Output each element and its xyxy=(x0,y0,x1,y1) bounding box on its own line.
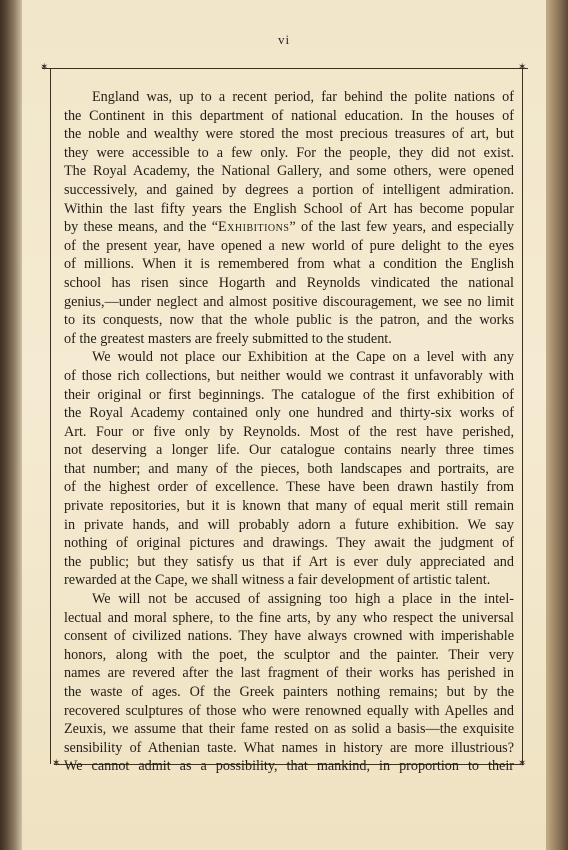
text-line: of the greatest masters are freely submitted to the student. xyxy=(64,330,392,347)
text-line: nothing of original pictures and drawings. They await the judgment of xyxy=(64,535,514,552)
text-line: England was, up to a recent period, far behind the polite nations of xyxy=(92,89,514,105)
text-line: We will not be accused of assigning too high a place in the intel- xyxy=(92,591,514,608)
right-border-rule xyxy=(522,68,523,764)
paragraph xyxy=(64,590,514,776)
body-text xyxy=(64,88,514,776)
text-line: We would not place our Exhibition at the Cape on a level with any xyxy=(92,349,514,366)
text-line: successively, and gained by degrees a portion of intelligent admiration. xyxy=(64,181,514,198)
text-line: the noble and wealthy were stored the most precious treasures of art, but xyxy=(64,126,514,143)
paragraph xyxy=(64,88,514,348)
text-line: their original or first beginnings. The catalogue of the first exhibition of xyxy=(64,386,514,403)
corner-ornament-icon: ✶ xyxy=(518,62,527,73)
text-line: the waste of ages. Of the Greek painters nothing remains; but by the xyxy=(64,684,514,700)
text-line: of the present year, have opened a new world of pure delight to the eyes xyxy=(64,237,514,254)
text-line: that number; and many of the pieces, both landscapes and portraits, are xyxy=(64,460,514,477)
text-line: names are revered after the last fragment of their works has perished in xyxy=(64,665,514,682)
text-line: to its conquests, now that the whole public is the patron, and the works xyxy=(64,312,514,329)
corner-ornament-icon: ✶ xyxy=(40,62,49,73)
text-line: honors, along with the poet, the sculptor and the painter. Their very xyxy=(64,646,514,663)
text-line: rewarded at the Cape, we shall witness a fair development of artistic talent. xyxy=(64,572,491,589)
text-line: Within the last fifty years the English School of Art has become popular xyxy=(64,200,514,217)
text-line: Art. Four or five only by Reynolds. Most of the rest have perished, xyxy=(64,423,514,440)
text-line: not deserving a longer life. Our catalogue contains nearly three times xyxy=(64,442,514,459)
text-line: consent of civilized nations. They have always crowned with imperishable xyxy=(64,628,514,645)
text-line: sensibility of Athenian taste. What names in history are more illustrious? xyxy=(64,739,514,756)
text-line: by these means, and the “Exhibitions” of the last few years, and especially xyxy=(64,219,514,236)
small-caps-word: Exhibitions xyxy=(218,219,290,236)
text-line: the Royal Academy contained only one hundred and thirty-six works of xyxy=(64,405,514,422)
text-line: The Royal Academy, the National Gallery, and some others, were opened xyxy=(64,163,514,180)
top-border-rule xyxy=(42,68,528,69)
text-line: of those rich collections, but neither would we contrast it unfavorably with xyxy=(64,367,514,384)
left-border-rule xyxy=(50,68,51,764)
page-edge-shadow xyxy=(546,0,568,850)
text-line: they were accessible to a few only. For the people, they did not exist. xyxy=(64,144,514,161)
text-line: of the highest order of excellence. These have been drawn hastily from xyxy=(64,479,514,496)
text-line: genius,—under neglect and almost positive discouragement, we see no limit xyxy=(64,293,514,310)
corner-ornament-icon: ✶ xyxy=(518,758,527,769)
corner-ornament-icon: ✶ xyxy=(52,758,61,769)
text-line: Zeuxis, we assume that their fame rested on as solid a basis—the exquisite xyxy=(64,721,514,738)
text-line: lectual and moral sphere, to the fine arts, by any who respect the universal xyxy=(64,609,514,626)
text-line: the public; but they satisfy us that if Art is ever duly appreciated and xyxy=(64,553,514,570)
text-line: of millions. When it is remembered from what a condition the English xyxy=(64,256,514,273)
text-line: in private hands, and will probably adorn a future exhibition. We say xyxy=(64,516,514,533)
page-number: vi xyxy=(277,32,291,47)
text-line: recovered sculptures of those who were renowned equally with Apelles and xyxy=(64,702,514,719)
paragraph xyxy=(64,348,514,590)
text-line: school has risen since Hogarth and Reynolds vindicated the national xyxy=(64,274,514,291)
text-line: We cannot admit as a possibility, that mankind, in proportion to their xyxy=(64,758,514,775)
text-line: the Continent in this department of national education. In the houses of xyxy=(64,107,514,124)
text-line: private repositories, but it is known that many of equal merit still remain xyxy=(64,498,514,515)
